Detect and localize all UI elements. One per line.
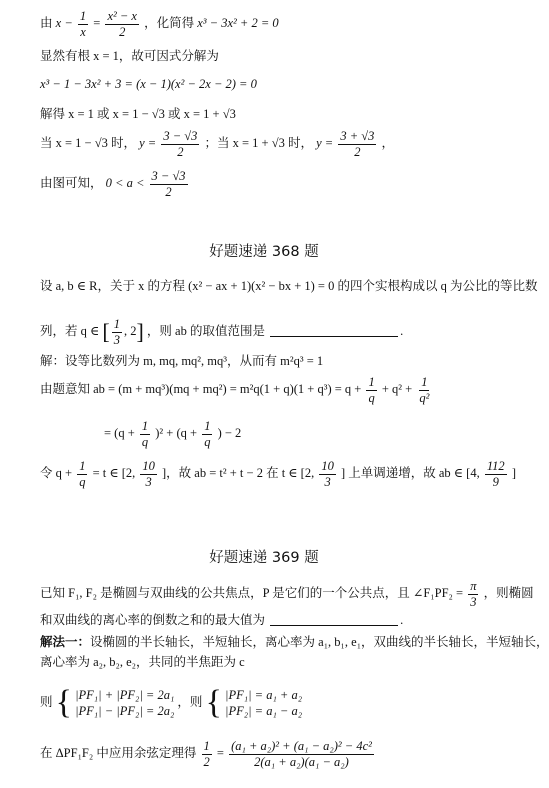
- math-expr: x³ − 3x² + 2 = 0: [197, 15, 279, 30]
- equation: |PF₁| + |PF₂| = 2a₁: [75, 687, 175, 702]
- text: ] 上单调递增，故 ab ∈ [4,: [340, 465, 480, 480]
- text: ，: [381, 135, 395, 150]
- math-expr: 0 < a <: [105, 175, 145, 190]
- math-expr: y =: [139, 135, 157, 150]
- p369-system-line: [40, 686, 302, 720]
- p368-question-line-1: 设 a, b ∈ R，关于 x 的方程 (x² − ax + 1)(x² − bx + 1) = 0 的四个实根构成以 q 为公比的等比数: [40, 279, 538, 293]
- p369-question-line-1: [40, 580, 534, 608]
- numerator: 1: [79, 9, 87, 23]
- numerator: 1: [141, 419, 149, 433]
- numerator: 1: [113, 317, 120, 331]
- text: =: [216, 745, 224, 760]
- equation: |PF₁| = a₁ + a₂: [225, 687, 303, 702]
- denominator: 2(a₁ + a₂)(a₁ − a₂): [254, 754, 349, 769]
- text: = (q +: [104, 425, 135, 440]
- text: ，化简得: [144, 15, 195, 30]
- denominator: 3: [145, 474, 152, 489]
- fraction: [417, 376, 431, 404]
- denominator: q: [204, 434, 211, 449]
- equation-system: [225, 689, 302, 718]
- text: = t ∈ [2,: [92, 465, 136, 480]
- fraction: [366, 376, 376, 404]
- fraction: [78, 10, 88, 38]
- text: ；当 x = 1 + √3 时，: [204, 135, 313, 150]
- denominator: q²: [419, 390, 430, 405]
- text: 则: [40, 694, 53, 709]
- numerator: 1: [79, 459, 86, 473]
- fraction: [161, 130, 199, 158]
- text: )² + (q +: [155, 425, 198, 440]
- denominator: q: [141, 434, 149, 449]
- p369-method-line-2: 离心率为 a₂, b₂, e₂，共同的半焦距为 c: [40, 655, 245, 669]
- text: 列，若 q ∈: [40, 323, 100, 338]
- top-line-3: x³ − 1 − 3x² + 3 = (x − 1)(x² − 2x − 2) = 0: [40, 77, 257, 91]
- numerator: 1: [421, 375, 428, 389]
- numerator: 1: [368, 375, 375, 389]
- fraction: [202, 740, 212, 768]
- math-expr: y =: [316, 135, 334, 150]
- text: 令 q +: [40, 465, 73, 480]
- p369-cosine-line: [40, 740, 376, 768]
- numerator: 112: [486, 459, 505, 473]
- denominator: 3: [113, 332, 120, 347]
- fraction: [150, 170, 188, 198]
- p368-solution-line-2: [40, 376, 433, 404]
- text: 在 ΔPF₁F₂ 中应用余弦定理得: [40, 745, 197, 760]
- denominator: x: [80, 24, 86, 39]
- denominator: 2: [203, 754, 210, 769]
- denominator: 3: [470, 594, 477, 609]
- text: 设椭圆的半长轴长，半短轴长，离心率为 a₁, b₁, e₁，双曲线的半长轴长，半短轴长，: [90, 635, 549, 649]
- answer-blank: [270, 625, 398, 626]
- top-line-2: 显然有根 x = 1，故可因式分解为: [40, 49, 219, 63]
- text: 和双曲线的离心率的倒数之和的最大值为: [40, 613, 266, 627]
- answer-blank: [270, 336, 398, 337]
- numerator: 3 − √3: [151, 169, 186, 183]
- numerator: 10: [321, 459, 334, 473]
- text: 由题意知 ab = (m + mq³)(mq + mq²) = m²q(1 + q)(1 + q³) = q +: [40, 381, 362, 396]
- denominator: 2: [177, 144, 184, 159]
- text: 由图可知，: [40, 175, 103, 190]
- fraction: [202, 420, 212, 448]
- denominator: 2: [165, 184, 172, 199]
- text: 当 x = 1 − √3 时，: [40, 135, 136, 150]
- fraction: [229, 740, 374, 768]
- denominator: 2: [119, 24, 126, 39]
- fraction: [485, 460, 507, 488]
- fraction: [140, 420, 150, 448]
- problem-369-title: 好题速递 369 题: [209, 550, 319, 566]
- text: ，则 ab 的取值范围是: [146, 323, 265, 338]
- text: + q² +: [381, 381, 413, 396]
- text: , 2: [123, 323, 137, 338]
- numerator: 1: [203, 739, 210, 753]
- equation-system: [75, 689, 174, 718]
- fraction: [338, 130, 376, 158]
- denominator: 9: [492, 474, 499, 489]
- fraction: [319, 460, 336, 488]
- numerator: 10: [142, 459, 155, 473]
- p368-question-line-2: [40, 318, 403, 346]
- top-line-4: 解得 x = 1 或 x = 1 − √3 或 x = 1 + √3: [40, 107, 236, 121]
- denominator: 2: [354, 144, 361, 159]
- bracket-left: [: [102, 319, 110, 344]
- equation: |PF₁| − |PF₂| = 2a₂: [75, 704, 175, 718]
- text: .: [400, 613, 404, 627]
- p368-solution-line-3: [104, 420, 241, 448]
- fraction: [105, 10, 139, 38]
- text: =: [93, 15, 101, 30]
- text: ]: [511, 465, 516, 480]
- numerator: (a₁ + a₂)² + (a₁ − a₂)² − 4c²: [231, 739, 372, 753]
- text: ，则椭圆: [483, 585, 534, 600]
- fraction: [468, 580, 478, 608]
- top-line-6: [40, 170, 190, 198]
- denominator: q: [368, 390, 375, 405]
- p368-solution-line-1: 解：设等比数列为 m, mq, mq², mq³，从而有 m²q³ = 1: [40, 354, 324, 368]
- numerator: x² − x: [107, 9, 137, 23]
- equation: |PF₂| = a₁ − a₂: [225, 704, 303, 718]
- numerator: 3 − √3: [163, 129, 198, 143]
- text: ) − 2: [217, 425, 242, 440]
- problem-368-title: 好题速递 368 题: [209, 244, 319, 260]
- numerator: 3 + √3: [340, 129, 375, 143]
- text: ，则: [177, 694, 203, 709]
- top-line-5: [40, 130, 394, 158]
- method-label: 解法一：: [40, 635, 91, 649]
- fraction: [77, 460, 87, 488]
- brace-left: {: [205, 684, 222, 721]
- bracket-right: ]: [136, 319, 144, 344]
- top-line-1: [40, 10, 279, 38]
- text: 已知 F₁, F₂ 是椭圆与双曲线的公共焦点，P 是它们的一个公共点，且 ∠F₁PF₂ =: [40, 585, 464, 600]
- denominator: q: [79, 474, 86, 489]
- text: 由: [40, 15, 53, 30]
- p368-solution-line-4: [40, 460, 516, 488]
- fraction: [140, 460, 157, 488]
- numerator: π: [470, 579, 477, 593]
- text: .: [400, 323, 404, 338]
- brace-left: {: [55, 684, 72, 721]
- fraction: [112, 318, 122, 346]
- p369-method-line-1: [40, 636, 549, 649]
- numerator: 1: [204, 419, 211, 433]
- text: ]，故 ab = t² + t − 2 在 t ∈ [2,: [162, 465, 315, 480]
- p369-question-line-2: [40, 614, 403, 627]
- denominator: 3: [324, 474, 331, 489]
- math-expr: x −: [55, 15, 73, 30]
